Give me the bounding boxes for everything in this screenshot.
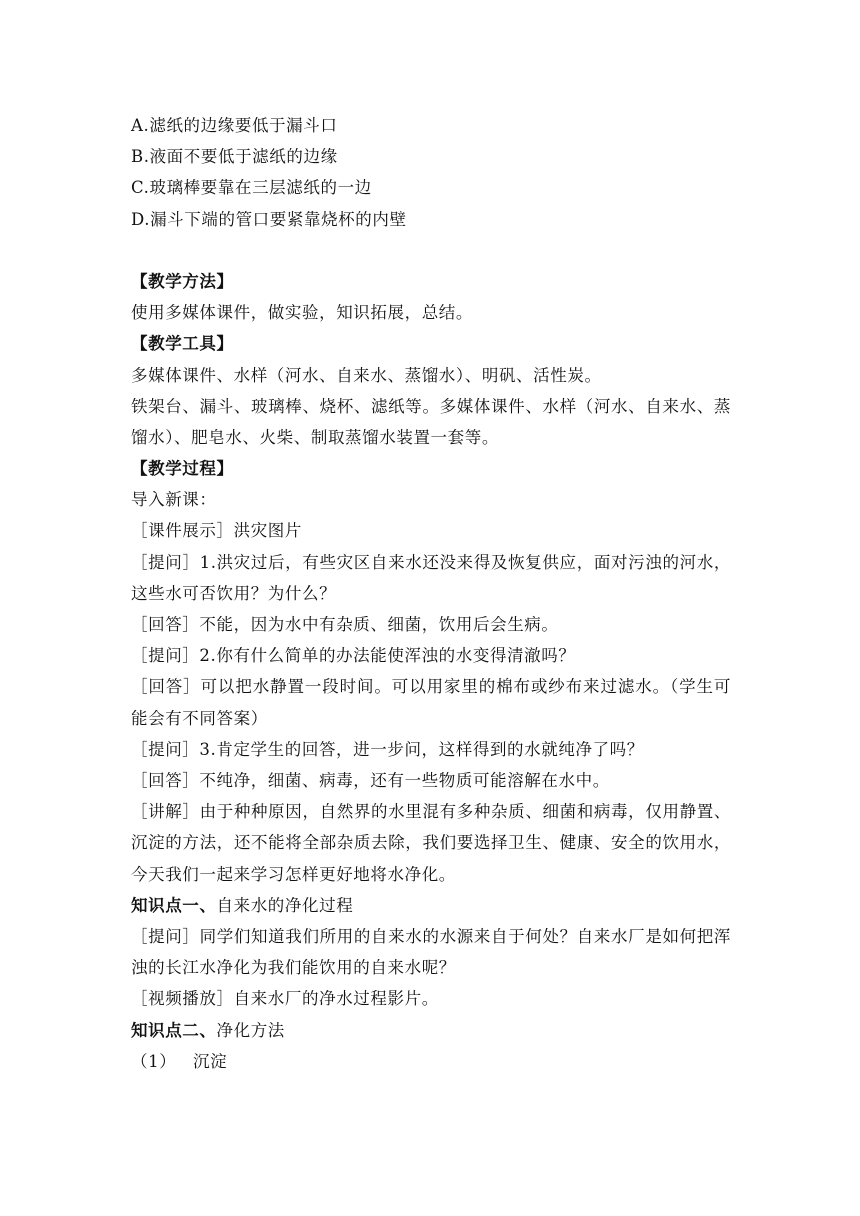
list-item-number: （1） [131,1051,177,1071]
knowledge-point-1-question: ［提问］同学们知道我们所用的自来水的水源来自于何处？自来水厂是如何把浑浊的长江水净化为我们能饮用的自来水呢？ [131,927,731,978]
knowledge-point-2-title: 净化方法 [216,1020,285,1040]
blank-line [131,235,731,266]
option-b: B.液面不要低于滤纸的边缘 [131,147,338,167]
process-question-3: ［提问］3.肯定学生的回答，进一步问，这样得到的水就纯净了吗？ [131,739,644,759]
methods-heading: 【教学方法】 [131,271,234,291]
document-body [131,110,731,1077]
option-d: D.漏斗下端的管口要紧靠烧杯的内壁 [131,209,407,229]
knowledge-point-1-video: ［视频播放］自来水厂的净水过程影片。 [131,989,439,1009]
knowledge-point-1-title: 自来水的净化过程 [216,895,354,915]
option-a: A.滤纸的边缘要低于漏斗口 [131,116,338,135]
process-answer-2: ［回答］可以把水静置一段时间。可以用家里的棉布或纱布来过滤水。（学生可能会有不同答案） [131,677,731,728]
list-item [131,1046,731,1077]
process-intro: 导入新课： [131,490,217,510]
process-answer-3: ［回答］不纯净，细菌、病毒，还有一些物质可能溶解在水中。 [131,771,610,791]
knowledge-point-2-label: 知识点二、 [131,1020,217,1040]
list-item-text: 沉淀 [193,1051,228,1071]
process-answer-1: ［回答］不能，因为水中有杂质、细菌，饮用后会生病。 [131,615,559,635]
process-question-1: ［提问］1.洪灾过后，有些灾区自来水还没来得及恢复供应，面对污浊的河水，这些水可否饮用？为什么？ [131,552,731,603]
knowledge-point-2-heading [131,1015,731,1046]
option-c: C.玻璃棒要靠在三层滤纸的一边 [131,178,372,198]
knowledge-point-1-label: 知识点一、 [131,895,217,915]
process-heading: 【教学过程】 [131,459,234,479]
process-show: ［课件展示］洪灾图片 [131,521,302,541]
process-question-2: ［提问］2.你有什么简单的办法能使浑浊的水变得清澈吗？ [131,646,576,666]
knowledge-point-1-heading [131,890,731,921]
process-explain: ［讲解］由于种种原因，自然界的水里混有多种杂质、细菌和病毒，仅用静置、沉淀的方法，还不能将全部杂质去除，我们要选择卫生、健康、安全的饮用水，今天我们一起来学习怎样更好地将水净化。 [131,802,731,884]
tools-heading: 【教学工具】 [131,334,234,354]
tools-line-2: 铁架台、漏斗、玻璃棒、烧杯、滤纸等。多媒体课件、水样（河水、自来水、蒸馏水）、肥皂水、火柴、制取蒸馏水装置一套等。 [131,396,731,447]
tools-line-1: 多媒体课件、水样（河水、自来水、蒸馏水）、明矾、活性炭。 [131,365,602,385]
methods-text: 使用多媒体课件，做实验，知识拓展，总结。 [131,303,473,323]
